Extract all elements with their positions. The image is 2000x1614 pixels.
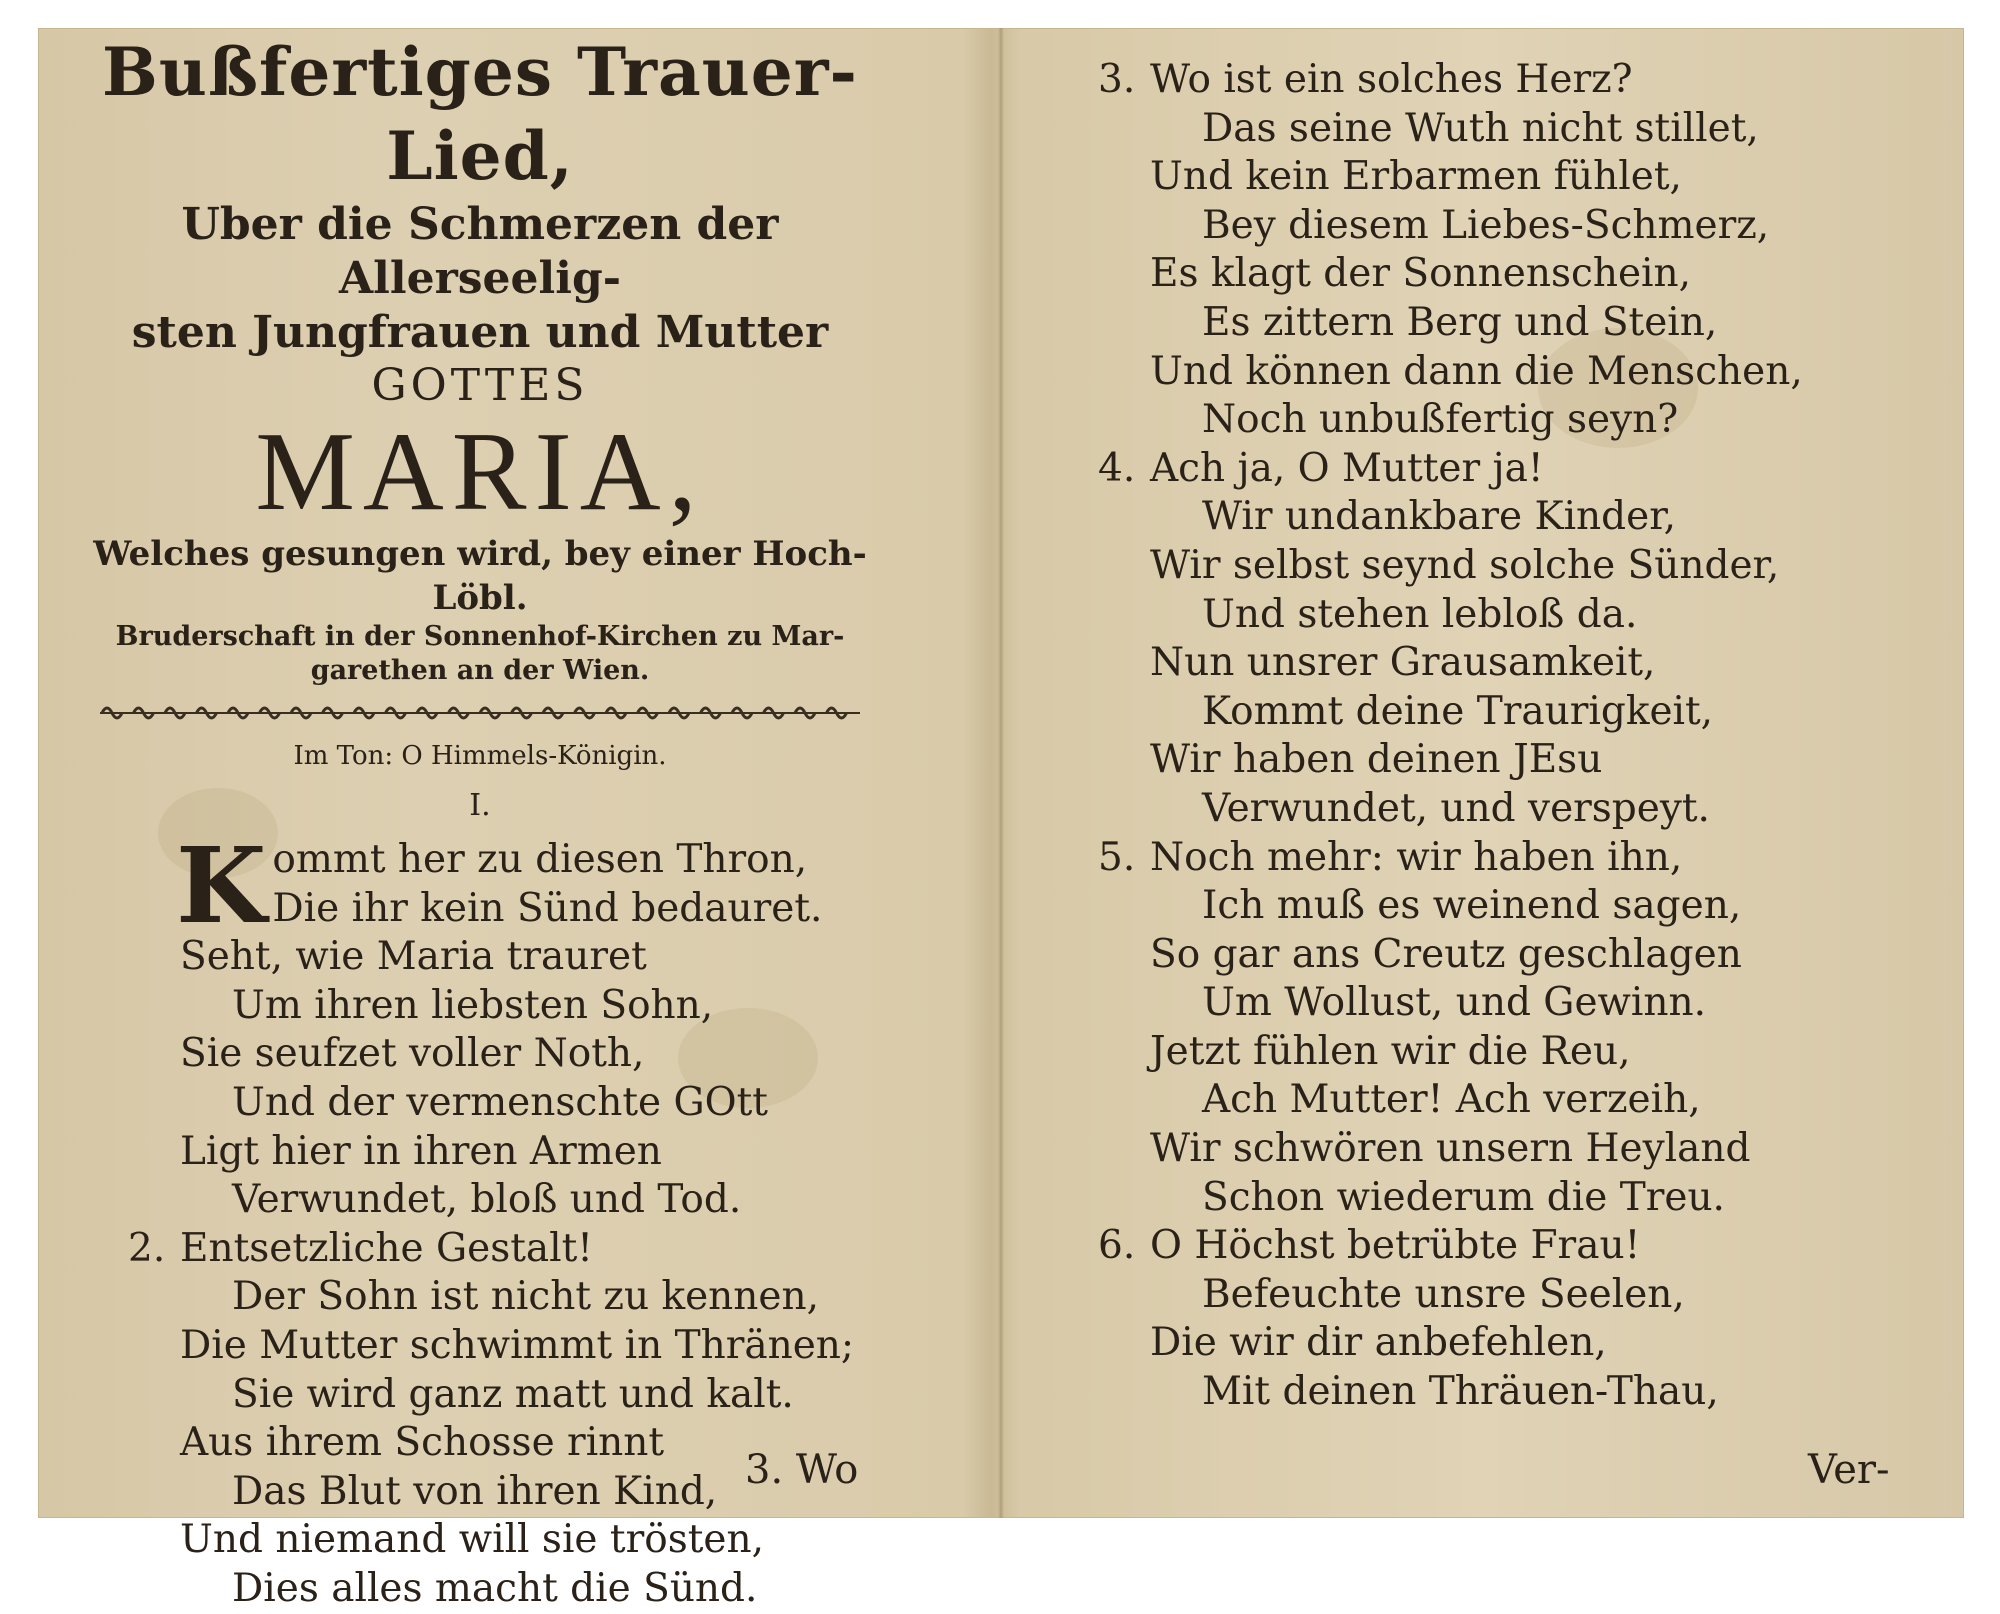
- verse-number-4: 4.: [1098, 445, 1136, 491]
- left-verses: [128, 824, 880, 1614]
- verse-line: Noch mehr: wir haben ihn,: [1150, 834, 1683, 880]
- verse-line: Das seine Wuth nicht stillet,: [1202, 105, 1759, 151]
- drop-cap: K: [176, 824, 267, 947]
- left-page: [80, 30, 880, 1614]
- verse-1: [176, 824, 880, 1225]
- verse-line: Ach ja, O Mutter ja!: [1150, 445, 1544, 491]
- verse-line: Ich muß es weinend sagen,: [1202, 883, 1742, 929]
- maria-heading: MARIA,: [255, 410, 705, 534]
- verse-line: Sie seufzet voller Noth,: [180, 1031, 645, 1077]
- right-verses: [1098, 56, 1860, 1417]
- ornament-divider: [100, 702, 860, 724]
- verse-number-1: I.: [469, 788, 491, 823]
- catchword-left: 3. Wo: [745, 1447, 859, 1493]
- verse-line: Wir undankbare Kinder,: [1202, 494, 1676, 540]
- song-title: Bußfertiges Trauer-Lied,: [102, 33, 858, 195]
- verse-line: Die ihr kein Sünd bedauret.: [272, 885, 823, 931]
- verse-line: Der Sohn ist nicht zu kennen,: [232, 1274, 819, 1320]
- verse-line: Verwundet, und verspeyt.: [1202, 785, 1710, 831]
- verse-4: [1098, 445, 1860, 834]
- tune-indication: Im Ton: O Himmels-Königin.: [293, 741, 667, 771]
- verse-line: Die wir dir anbefehlen,: [1150, 1320, 1607, 1366]
- verse-line: Und kein Erbarmen fühlet,: [1150, 154, 1682, 200]
- verse-number-2: 2.: [128, 1225, 166, 1271]
- verse-2: [128, 1225, 880, 1614]
- verse-line: Dies alles macht die Sünd.: [232, 1565, 758, 1611]
- verse-line: O Höchst betrübte Frau!: [1150, 1223, 1641, 1269]
- verse-6: [1098, 1222, 1860, 1416]
- verse-line: Ligt hier in ihren Armen: [180, 1128, 662, 1174]
- verse-line: Nun unsrer Grausamkeit,: [1150, 640, 1656, 686]
- subtitle-line-2: sten Jungfrauen und Mutter: [131, 307, 829, 358]
- verse-line: Und stehen lebloß da.: [1202, 591, 1638, 637]
- verse-line: Die Mutter schwimmt in Thränen;: [180, 1322, 855, 1368]
- occasion-line-1: Welches gesungen wird, bey einer Hoch-Löbl.: [93, 534, 867, 618]
- verse-number-3: 3.: [1098, 57, 1136, 102]
- verse-line: Kommt deine Traurigkeit,: [1202, 688, 1714, 734]
- verse-line: Noch unbußfertig seyn?: [1202, 397, 1679, 443]
- center-fold: [998, 28, 1004, 1518]
- verse-line: Bey diesem Liebes-Schmerz,: [1202, 202, 1770, 248]
- verse-line: Wir schwören unsern Heyland: [1150, 1126, 1751, 1172]
- right-page: [1040, 30, 1860, 1417]
- verse-line: Das Blut von ihren Kind,: [232, 1468, 718, 1514]
- verse-line: Es klagt der Sonnenschein,: [1150, 251, 1692, 297]
- verse-line: Es zittern Berg und Stein,: [1202, 299, 1718, 345]
- verse-line: Und der vermenschte GOtt: [232, 1079, 768, 1125]
- verse-line: Und können dann die Menschen,: [1150, 348, 1803, 394]
- gottes-heading: GOTTES: [371, 360, 589, 411]
- verse-line: Ach Mutter! Ach verzeih,: [1202, 1077, 1701, 1123]
- occasion-line-3: garethen an der Wien.: [310, 655, 650, 686]
- verse-line: Befeuchte unsre Seelen,: [1202, 1271, 1685, 1317]
- verse-line: Seht, wie Maria trauret: [180, 934, 647, 980]
- subtitle-line-1: Uber die Schmerzen der Allerseelig-: [181, 199, 779, 304]
- verse-5: [1098, 834, 1860, 1223]
- verse-line: Wir haben deinen JEsu: [1150, 737, 1603, 783]
- catchword-right: Ver-: [1808, 1447, 1890, 1493]
- verse-line: Um Wollust, und Gewinn.: [1202, 980, 1707, 1026]
- verse-line: ommt her zu diesen Thron,: [272, 837, 808, 882]
- verse-3: [1098, 56, 1860, 445]
- verse-line: Jetzt fühlen wir die Reu,: [1150, 1028, 1631, 1074]
- verse-number-6: 6.: [1098, 1223, 1136, 1269]
- verse-number-5: 5.: [1098, 834, 1136, 880]
- verse-line: Aus ihrem Schosse rinnt: [180, 1420, 665, 1466]
- verse-line: Mit deinen Thräuen-Thau,: [1202, 1369, 1719, 1415]
- verse-line: Wir selbst seynd solche Sünder,: [1150, 542, 1780, 588]
- verse-line: Wo ist ein solches Herz?: [1150, 57, 1633, 102]
- verse-line: Verwundet, bloß und Tod.: [232, 1177, 742, 1223]
- verse-line: Und niemand will sie trösten,: [180, 1517, 764, 1563]
- verse-line: Entsetzliche Gestalt!: [180, 1225, 593, 1271]
- verse-line: Sie wird ganz matt und kalt.: [232, 1371, 794, 1417]
- verse-line: So gar ans Creutz geschlagen: [1150, 931, 1742, 977]
- verse-line: Um ihren liebsten Sohn,: [232, 982, 714, 1028]
- occasion-line-2: Bruderschaft in der Sonnenhof-Kirchen zu Mar-: [115, 621, 845, 652]
- verse-line: Schon wiederum die Treu.: [1202, 1174, 1725, 1220]
